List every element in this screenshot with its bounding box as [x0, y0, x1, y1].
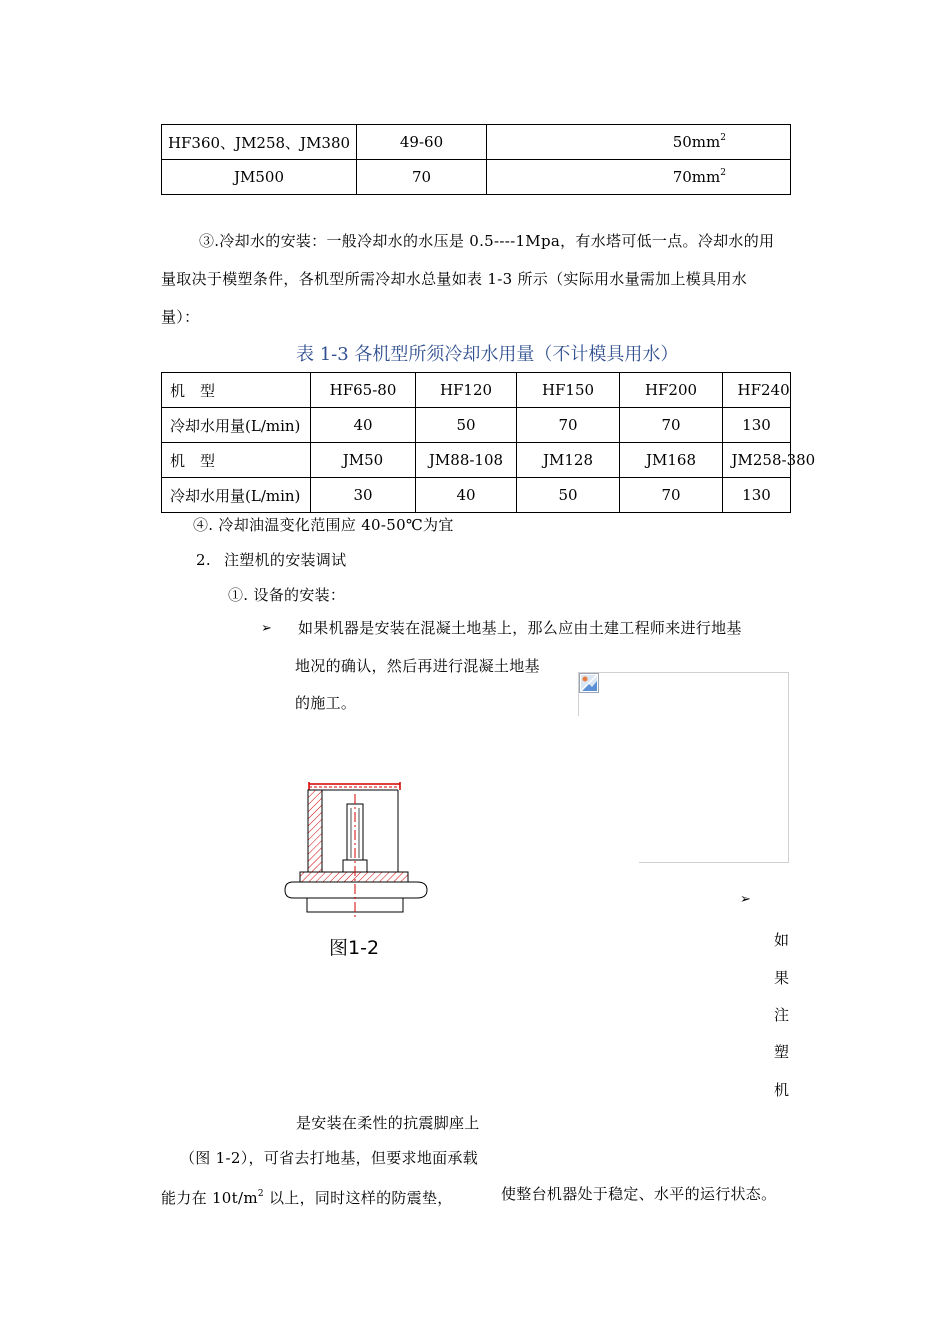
table-cell: 50: [416, 408, 517, 443]
bullet1-line3: 的施工。: [295, 694, 357, 712]
broken-image-placeholder: [578, 672, 789, 863]
model-table-top: [161, 124, 791, 195]
table-cell: 冷却水用量(L/min): [162, 478, 311, 513]
section-title: 注塑机的安装调试: [224, 551, 347, 569]
table-row: [162, 160, 791, 195]
table-caption: 表 1-3 各机型所须冷却水用量（不计模具用水）: [296, 344, 679, 365]
vertical-char: 注: [774, 1006, 790, 1024]
table-cell: 30: [311, 478, 416, 513]
table-row: [162, 125, 791, 160]
table-cell: 49-60: [357, 125, 487, 160]
table-cell: HF240: [723, 373, 791, 408]
table-cell: 冷却水用量(L/min): [162, 408, 311, 443]
table-cell: 70: [620, 478, 723, 513]
broken-image-icon: [579, 673, 599, 693]
table-cell: 40: [416, 478, 517, 513]
table-cell: HF150: [517, 373, 620, 408]
table-cell: $70mm^2$: [487, 160, 791, 195]
table-cell: 机 型: [162, 373, 311, 408]
bullet-arrow-icon: ➢: [740, 892, 752, 907]
table-cell: HF120: [416, 373, 517, 408]
table-cell: 50: [517, 478, 620, 513]
figure-1-2-diagram: [283, 780, 433, 920]
table-row: [162, 478, 791, 513]
vertical-char: 机: [774, 1081, 790, 1099]
table-cell: 130: [723, 408, 791, 443]
table-cell: HF65-80: [311, 373, 416, 408]
table-cell: $50mm^2$: [487, 125, 791, 160]
bullet1-line1: 如果机器是安装在混凝土地基上，那么应由土建工程师来进行地基: [298, 619, 742, 637]
bullet1-line2: 地况的确认，然后再进行混凝土地基: [295, 657, 540, 675]
table-cell: 70: [517, 408, 620, 443]
table-cell: HF360、JM258、JM380: [162, 125, 357, 160]
table-cell: 40: [311, 408, 416, 443]
table-cell: 机 型: [162, 443, 311, 478]
table-cell: 70: [357, 160, 487, 195]
figure-caption: 图1-2: [329, 937, 380, 959]
bullet2-line2: （图 1-2），可省去打地基，但要求地面承载: [180, 1149, 479, 1167]
bullet2-line1: 是安装在柔性的抗震脚座上: [296, 1114, 480, 1132]
table-cell: 70: [620, 408, 723, 443]
table-row: [162, 408, 791, 443]
cooling-water-table: [161, 372, 816, 513]
table-cell: JM168: [620, 443, 723, 478]
table-cell: JM500: [162, 160, 357, 195]
subsection-heading: ①. 设备的安装：: [228, 586, 346, 604]
bullet-arrow-icon: ➢: [261, 621, 273, 636]
table-cell: JM258-380: [723, 443, 791, 478]
table-cell: JM88-108: [416, 443, 517, 478]
paragraph-cooling-line1: ③.冷却水的安装：一般冷却水的水压是 0.5----1Mpa，有水塔可低一点。冷却水的用: [199, 232, 775, 250]
vertical-char: 塑: [774, 1043, 790, 1061]
table-row: [162, 443, 791, 478]
vertical-char: 如: [774, 931, 790, 949]
table-cell: JM128: [517, 443, 620, 478]
table-row: [162, 373, 791, 408]
bullet2-line3-end: 使整台机器处于稳定、水平的运行状态。: [501, 1185, 777, 1203]
oil-temperature-note: ④. 冷却油温变化范围应 40-50℃为宜: [193, 516, 454, 534]
table-cell: HF200: [620, 373, 723, 408]
section-number: 2.: [196, 551, 211, 569]
paragraph-cooling-line2: 量取决于模塑条件，各机型所需冷却水总量如表 1-3 所示（实际用水量需加上模具用水: [161, 270, 747, 288]
paragraph-cooling-line3: 量）：: [161, 308, 200, 326]
vertical-char: 果: [774, 969, 790, 987]
bullet2-line3: 能力在 $10t/m^2$ 以上，同时这样的防震垫，: [161, 1189, 453, 1207]
table-cell: JM50: [311, 443, 416, 478]
table-cell: 130: [723, 478, 791, 513]
